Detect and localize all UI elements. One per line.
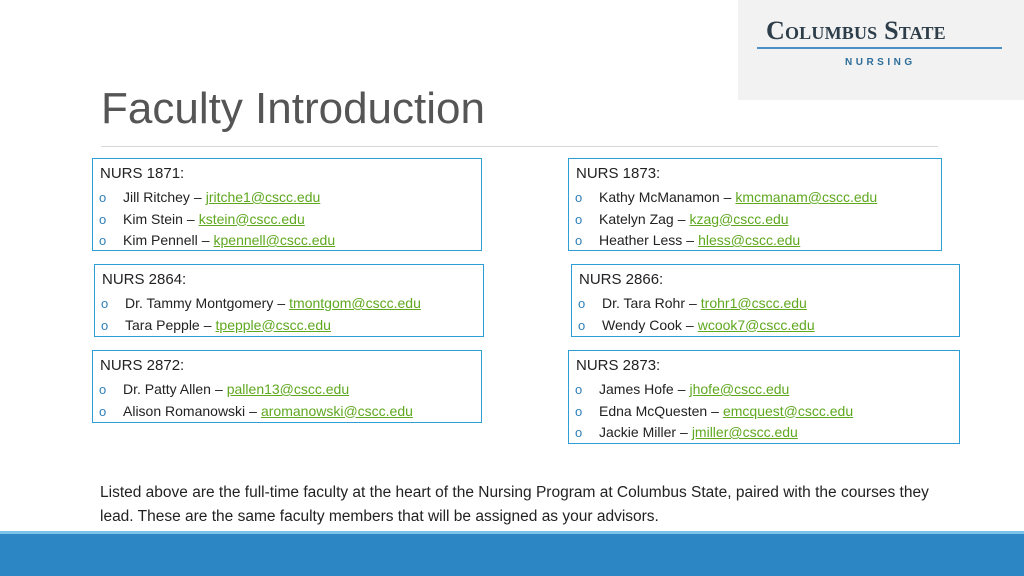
bullet-icon: o — [99, 403, 107, 419]
bullet-icon: o — [575, 190, 583, 205]
faculty-item — [575, 401, 951, 423]
course-box-nurs-2873 — [568, 350, 960, 444]
bullet-icon: o — [578, 317, 586, 333]
page-title: Faculty Introduction — [101, 84, 485, 133]
faculty-email-link[interactable]: emcquest@cscc.edu — [722, 402, 854, 419]
faculty-item — [101, 315, 475, 337]
faculty-item — [101, 293, 475, 315]
faculty-email-link[interactable]: aromanowski@cscc.edu — [260, 402, 413, 419]
faculty-email-link[interactable]: jritche1@cscc.edu — [205, 189, 321, 205]
logo-divider — [757, 47, 1002, 49]
bullet-icon: o — [575, 403, 583, 419]
faculty-name: Alison Romanowski — [123, 402, 246, 419]
faculty-item — [99, 401, 473, 423]
bullet-icon: o — [99, 382, 107, 397]
faculty-email-link[interactable]: kmcmanam@cscc.edu — [735, 189, 878, 205]
faculty-name: Dr. Patty Allen — [123, 381, 211, 397]
faculty-name: Kathy McManamon — [599, 189, 720, 205]
bullet-icon: o — [99, 190, 107, 205]
separator: – — [677, 210, 686, 227]
bullet-icon: o — [575, 382, 583, 397]
course-code: NURS 1871: — [100, 165, 185, 182]
faculty-item — [578, 293, 951, 315]
faculty-list — [101, 293, 475, 336]
faculty-email-link[interactable]: tmontgom@cscc.edu — [289, 295, 421, 311]
faculty-name: Tara Pepple — [125, 316, 200, 333]
faculty-name: James Hofe — [599, 381, 674, 397]
separator: – — [277, 295, 286, 311]
faculty-email-link[interactable]: trohr1@cscc.edu — [700, 295, 807, 311]
faculty-email-link[interactable]: kstein@cscc.edu — [198, 210, 305, 227]
separator: – — [689, 295, 697, 311]
faculty-name: Edna McQuesten — [599, 402, 708, 419]
footer-bar — [0, 534, 1024, 576]
bullet-icon: o — [575, 211, 583, 227]
course-code: NURS 2866: — [579, 271, 664, 288]
course-box-nurs-1871 — [92, 158, 482, 251]
separator: – — [186, 210, 195, 227]
faculty-email-link[interactable]: wcook7@cscc.edu — [697, 316, 815, 333]
faculty-item — [578, 315, 951, 337]
separator: – — [680, 424, 688, 440]
bullet-icon: o — [99, 233, 107, 248]
faculty-name: Kim Pennell — [123, 232, 198, 248]
faculty-name: Heather Less — [599, 232, 683, 248]
separator: – — [203, 316, 212, 333]
course-code: NURS 2864: — [102, 271, 187, 288]
logo-panel — [738, 0, 1024, 100]
title-divider — [101, 146, 938, 147]
separator: – — [214, 381, 223, 397]
faculty-item — [99, 187, 473, 209]
faculty-name: Kim Stein — [123, 210, 183, 227]
separator: – — [201, 232, 210, 248]
faculty-name: Dr. Tara Rohr — [602, 295, 685, 311]
bullet-icon: o — [578, 296, 586, 311]
faculty-email-link[interactable]: kzag@cscc.edu — [689, 210, 789, 227]
course-box-nurs-2872 — [92, 350, 482, 423]
logo-title: Columbus State — [766, 16, 946, 45]
bullet-icon: o — [101, 296, 109, 311]
faculty-list — [99, 379, 473, 422]
faculty-item — [575, 187, 933, 209]
separator: – — [193, 189, 202, 205]
footer-description: Listed above are the full-time faculty at the heart of the Nursing Program at Columbus State, paired with the courses they lead. These are the same faculty members that will be assigned as your advisors. — [100, 484, 929, 525]
faculty-item — [575, 209, 933, 231]
separator: – — [685, 316, 694, 333]
faculty-item — [99, 379, 473, 401]
faculty-name: Jackie Miller — [599, 424, 677, 440]
course-box-nurs-1873 — [568, 158, 942, 251]
faculty-list — [575, 379, 951, 444]
course-code: NURS 2872: — [100, 357, 185, 374]
faculty-name: Wendy Cook — [602, 316, 682, 333]
faculty-list — [99, 187, 473, 252]
faculty-email-link[interactable]: jhofe@cscc.edu — [689, 381, 790, 397]
faculty-item — [99, 209, 473, 231]
bullet-icon: o — [99, 211, 107, 227]
faculty-name: Katelyn Zag — [599, 210, 674, 227]
bullet-icon: o — [575, 425, 583, 440]
course-code: NURS 2873: — [576, 357, 661, 374]
faculty-name: Dr. Tammy Montgomery — [125, 295, 274, 311]
course-box-nurs-2866 — [571, 264, 960, 337]
bullet-icon: o — [575, 233, 583, 248]
course-box-nurs-2864 — [94, 264, 484, 337]
separator: – — [711, 402, 719, 419]
faculty-item — [575, 379, 951, 401]
faculty-email-link[interactable]: tpepple@cscc.edu — [215, 316, 331, 333]
logo-subtitle: NURSING — [845, 57, 916, 68]
faculty-list — [575, 187, 933, 252]
faculty-item — [99, 230, 473, 252]
faculty-email-link[interactable]: kpennell@cscc.edu — [213, 232, 336, 248]
separator: – — [249, 402, 257, 419]
bullet-icon: o — [101, 317, 109, 333]
faculty-name: Jill Ritchey — [123, 189, 190, 205]
faculty-item — [575, 422, 951, 444]
separator: – — [723, 189, 732, 205]
faculty-email-link[interactable]: hless@cscc.edu — [698, 232, 801, 248]
separator: – — [677, 381, 686, 397]
faculty-email-link[interactable]: pallen13@cscc.edu — [226, 381, 350, 397]
faculty-list — [578, 293, 951, 336]
faculty-email-link[interactable]: jmiller@cscc.edu — [691, 424, 798, 440]
course-code: NURS 1873: — [576, 165, 661, 182]
faculty-item — [575, 230, 933, 252]
separator: – — [686, 232, 695, 248]
